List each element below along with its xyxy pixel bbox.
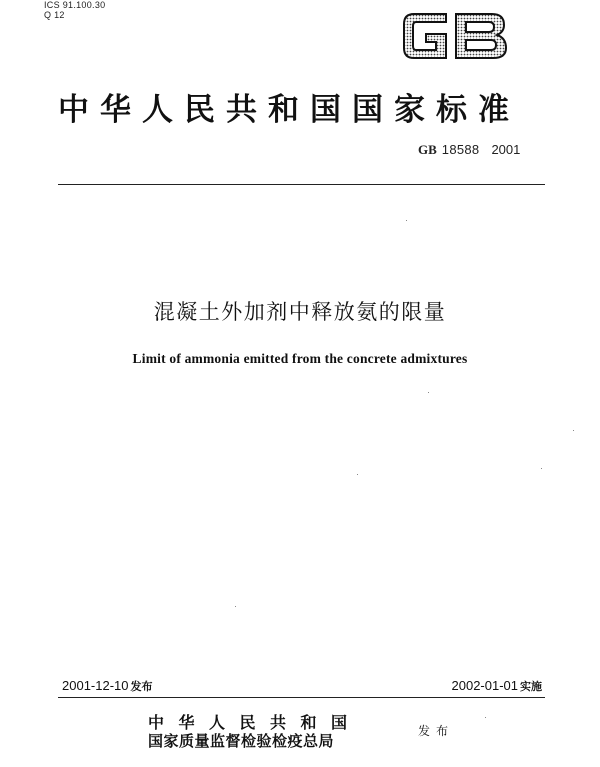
implementation-date (452, 678, 543, 694)
scan-speck (573, 430, 574, 431)
scan-speck (428, 392, 429, 393)
header-codes (44, 0, 105, 20)
english-title: Limit of ammonia emitted from the concrete admixtures (132, 351, 468, 366)
issue-date-word: 发布 (130, 680, 153, 693)
implementation-date-value: 2002-01-01 (451, 678, 518, 693)
gb-logo (400, 8, 510, 64)
scan-speck (541, 468, 542, 469)
bottom-rule (58, 697, 545, 698)
chinese-title: 混凝土外加剂中释放氨的限量 (153, 300, 447, 324)
standard-number (418, 142, 520, 158)
issue-date (62, 678, 153, 694)
standard-year: 2001 (491, 142, 521, 157)
standard-type-title: 中华人民共和国国家标准 (58, 92, 520, 128)
scan-speck (357, 474, 358, 475)
issuer-line-2: 国家质量监督检验检疫总局 (148, 732, 335, 750)
implementation-date-word: 实施 (520, 680, 542, 693)
scan-speck (406, 220, 407, 221)
ics-code: ICS 91.100.30 (44, 0, 106, 10)
top-rule (58, 184, 545, 185)
standard-prefix: GB (418, 142, 437, 157)
standard-code: 18588 (441, 142, 480, 157)
scan-speck (485, 717, 486, 718)
issuer-line-1: 中华人民共和国 (148, 713, 362, 732)
publish-word: 发布 (418, 724, 455, 738)
issuing-authority (148, 713, 362, 750)
issue-date-value: 2001-12-10 (62, 678, 129, 693)
scan-speck (235, 606, 236, 607)
classification-code: Q 12 (44, 10, 65, 20)
